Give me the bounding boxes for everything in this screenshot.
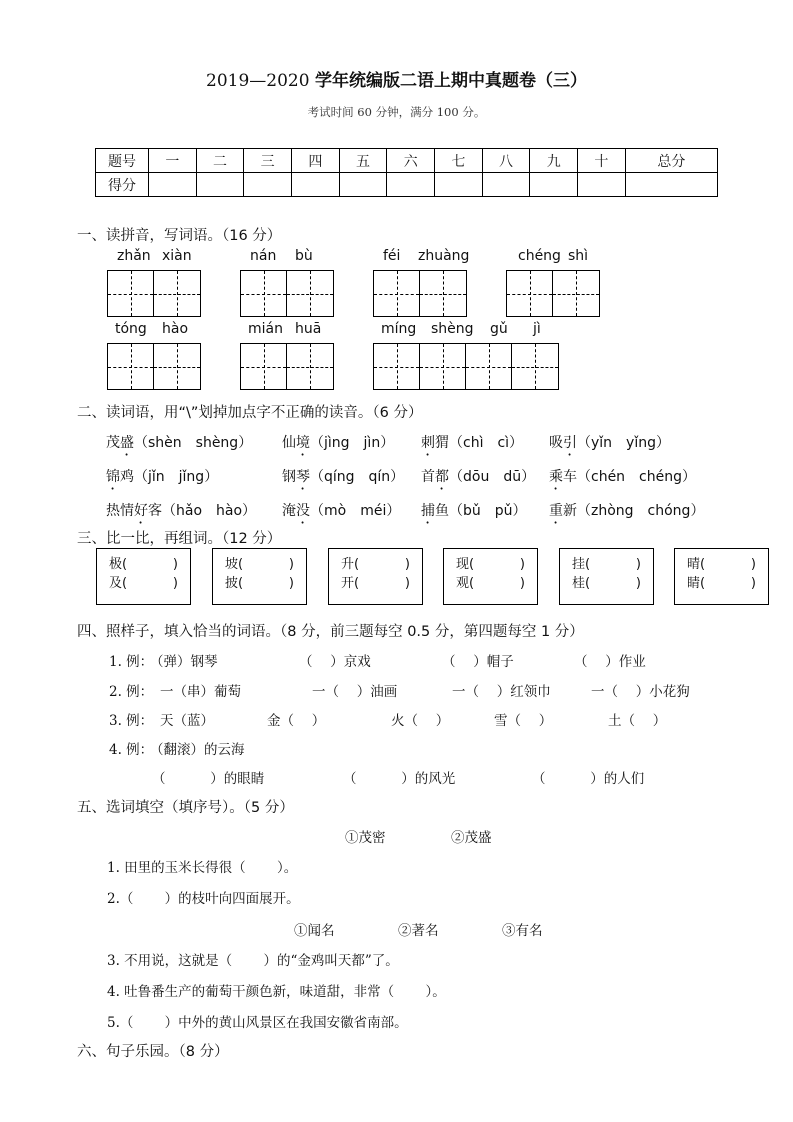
character: 披 bbox=[225, 576, 239, 591]
writing-cell[interactable] bbox=[420, 344, 466, 389]
paren-open: ( bbox=[700, 557, 706, 572]
paren-close[interactable]: ) bbox=[750, 576, 756, 591]
character: 开 bbox=[341, 576, 355, 591]
question: 3. 不用说，这就是（ ）的“金鸡叫天都”了。 bbox=[107, 953, 399, 969]
pinyin: zhuàng bbox=[418, 248, 470, 264]
character-grid bbox=[373, 343, 559, 390]
pinyin: zhǎn bbox=[117, 248, 151, 264]
score-header-cell: 三 bbox=[244, 149, 292, 173]
char-prompt bbox=[687, 555, 705, 574]
score-cell[interactable] bbox=[244, 173, 292, 197]
fill-blank[interactable]: 一（ ）油画 bbox=[312, 684, 398, 700]
pinyin-options[interactable]: （zhòng chóng） bbox=[577, 503, 705, 519]
writing-cell[interactable] bbox=[287, 271, 333, 316]
compare-box bbox=[96, 548, 191, 605]
char-prompt bbox=[341, 574, 359, 593]
word-text: 猬 bbox=[435, 435, 449, 451]
word-text: 车 bbox=[563, 469, 577, 485]
paren-open: ( bbox=[354, 557, 360, 572]
pinyin-options[interactable]: （chì cì） bbox=[449, 435, 524, 451]
exam-info: 考试时间 60 分钟，满分 100 分。 bbox=[307, 105, 486, 119]
score-header-cell: 十 bbox=[578, 149, 626, 173]
word-item bbox=[421, 432, 523, 459]
word-item bbox=[421, 500, 527, 527]
pinyin: nán bbox=[250, 248, 277, 264]
word-item bbox=[282, 500, 400, 527]
compare-row bbox=[225, 555, 306, 574]
section-3-heading: 三、比一比，再组词。（12 分） bbox=[77, 531, 282, 547]
score-cell[interactable] bbox=[578, 173, 626, 197]
character-grid bbox=[373, 270, 467, 317]
fill-blank: （弹）钢琴 bbox=[150, 654, 218, 670]
word-item bbox=[282, 432, 394, 459]
writing-cell[interactable] bbox=[241, 271, 287, 316]
paren-open: ( bbox=[585, 576, 591, 591]
paren-open: ( bbox=[700, 576, 706, 591]
character: 现 bbox=[456, 557, 470, 572]
paren-open: ( bbox=[469, 557, 475, 572]
section-6-heading: 六、句子乐园。（8 分） bbox=[77, 1044, 229, 1060]
compare-row bbox=[341, 555, 422, 574]
pinyin-options[interactable]: （shèn shèng） bbox=[134, 435, 253, 451]
fill-blank[interactable]: （ ）帽子 bbox=[442, 654, 514, 670]
writing-cell[interactable] bbox=[374, 271, 420, 316]
score-cell[interactable] bbox=[435, 173, 483, 197]
word-item bbox=[549, 466, 696, 493]
item-label: 4. 例： bbox=[109, 742, 154, 758]
word-text: 吸 bbox=[549, 435, 563, 451]
paren-close[interactable]: ) bbox=[404, 576, 410, 591]
word-text: 淹 bbox=[282, 503, 296, 519]
paren-open: ( bbox=[585, 557, 591, 572]
paren-close[interactable]: ) bbox=[635, 557, 641, 572]
fill-blank: 一（串）葡萄 bbox=[160, 684, 241, 700]
compare-row bbox=[456, 555, 537, 574]
fill-blank: （翻滚）的云海 bbox=[150, 742, 245, 758]
paren-open: ( bbox=[238, 557, 244, 572]
item-label: 1. 例： bbox=[109, 654, 154, 670]
writing-cell[interactable] bbox=[512, 344, 558, 389]
compare-row bbox=[456, 574, 537, 593]
writing-cell[interactable] bbox=[507, 271, 553, 316]
word-text: 钢 bbox=[282, 469, 296, 485]
paren-close[interactable]: ) bbox=[288, 557, 294, 572]
dotted-character: 乘 bbox=[549, 469, 563, 485]
paren-close[interactable]: ) bbox=[288, 576, 294, 591]
word-item bbox=[282, 466, 404, 493]
word-item bbox=[106, 466, 218, 493]
section-1-heading: 一、读拼音，写词语。（16 分） bbox=[77, 228, 282, 244]
pinyin-options[interactable]: （chén chéng） bbox=[577, 469, 696, 485]
paren-close[interactable]: ) bbox=[172, 576, 178, 591]
char-prompt bbox=[572, 555, 590, 574]
char-prompt bbox=[109, 574, 127, 593]
character: 坡 bbox=[225, 557, 239, 572]
dotted-character: 重 bbox=[549, 503, 563, 519]
compare-row bbox=[687, 574, 768, 593]
score-cell[interactable] bbox=[530, 173, 578, 197]
row-label: 得分 bbox=[96, 173, 149, 197]
page-title: 2019—2020 学年统编版二语上期中真题卷（三） bbox=[206, 71, 587, 91]
dotted-character: 琴 bbox=[296, 469, 310, 485]
option: ①闻名 bbox=[294, 923, 335, 939]
compare-row bbox=[572, 555, 653, 574]
char-prompt bbox=[225, 574, 243, 593]
pinyin: mián bbox=[248, 321, 283, 337]
pinyin: shèng bbox=[431, 321, 474, 337]
score-table bbox=[95, 148, 718, 197]
pinyin: hào bbox=[162, 321, 189, 337]
character-grid bbox=[240, 343, 334, 390]
word-text: 鱼 bbox=[435, 503, 449, 519]
row-label: 题号 bbox=[96, 149, 149, 173]
pinyin-options[interactable]: （dōu dū） bbox=[449, 469, 536, 485]
writing-cell[interactable] bbox=[154, 271, 200, 316]
fill-blank[interactable]: （ ）京戏 bbox=[299, 654, 371, 670]
paren-close[interactable]: ) bbox=[750, 557, 756, 572]
character: 睛 bbox=[687, 576, 701, 591]
question: 4. 吐鲁番生产的葡萄干颜色新，味道甜，非常（ ）。 bbox=[107, 984, 446, 1000]
compare-row bbox=[109, 555, 190, 574]
score-cell[interactable] bbox=[625, 173, 717, 197]
dotted-character: 盛 bbox=[120, 435, 134, 451]
word-text: 茂 bbox=[106, 435, 120, 451]
pinyin: jì bbox=[533, 321, 541, 337]
pinyin-options[interactable]: （qíng qín） bbox=[310, 469, 405, 485]
score-header-cell: 六 bbox=[387, 149, 435, 173]
word-text: 首 bbox=[421, 469, 435, 485]
pinyin: huā bbox=[295, 321, 322, 337]
word-text: 热情 bbox=[106, 503, 134, 519]
option: ②著名 bbox=[398, 923, 439, 939]
pinyin-options[interactable]: （bǔ pǔ） bbox=[449, 503, 527, 519]
pinyin: xiàn bbox=[162, 248, 192, 264]
compare-row bbox=[109, 574, 190, 593]
paren-open: ( bbox=[354, 576, 360, 591]
score-cell[interactable] bbox=[387, 173, 435, 197]
char-prompt bbox=[341, 555, 359, 574]
compare-box bbox=[212, 548, 307, 605]
option: ②茂盛 bbox=[451, 830, 492, 846]
word-text: 仙 bbox=[282, 435, 296, 451]
writing-cell[interactable] bbox=[287, 344, 333, 389]
score-header-cell: 五 bbox=[339, 149, 387, 173]
pinyin: shì bbox=[568, 248, 589, 264]
score-cell[interactable] bbox=[196, 173, 244, 197]
char-prompt bbox=[109, 555, 127, 574]
paren-close[interactable]: ) bbox=[519, 557, 525, 572]
word-item bbox=[421, 466, 535, 493]
score-header-cell: 七 bbox=[435, 149, 483, 173]
score-header-cell: 总分 bbox=[625, 149, 717, 173]
fill-blank[interactable]: 火（ ） bbox=[391, 713, 450, 729]
word-text: 客 bbox=[148, 503, 162, 519]
compare-box bbox=[328, 548, 423, 605]
question: 5.（ ）中外的黄山风景区在我国安徽省南部。 bbox=[107, 1015, 408, 1031]
character: 极 bbox=[109, 557, 123, 572]
word-item bbox=[106, 500, 256, 527]
paren-close[interactable]: ) bbox=[172, 557, 178, 572]
fill-blank[interactable]: （ ）作业 bbox=[574, 654, 646, 670]
pinyin: chéng bbox=[518, 248, 561, 264]
compare-box bbox=[559, 548, 654, 605]
question: 2.（ ）的枝叶向四面展开。 bbox=[107, 891, 300, 907]
dotted-character: 好 bbox=[134, 503, 148, 519]
char-prompt bbox=[225, 555, 243, 574]
writing-cell[interactable] bbox=[553, 271, 599, 316]
character: 升 bbox=[341, 557, 355, 572]
compare-row bbox=[687, 555, 768, 574]
score-header-cell: 四 bbox=[292, 149, 340, 173]
word-item bbox=[106, 432, 252, 459]
section-5-heading: 五、选词填空（填序号）。（5 分） bbox=[77, 800, 294, 816]
paren-open: ( bbox=[122, 557, 128, 572]
writing-cell[interactable] bbox=[374, 344, 420, 389]
score-cell[interactable] bbox=[149, 173, 197, 197]
pinyin-options[interactable]: （hǎo hào） bbox=[162, 503, 257, 519]
score-cell[interactable] bbox=[482, 173, 530, 197]
paren-open: ( bbox=[122, 576, 128, 591]
character-grid bbox=[107, 343, 201, 390]
writing-cell[interactable] bbox=[466, 344, 512, 389]
compare-box bbox=[443, 548, 538, 605]
score-cell[interactable] bbox=[292, 173, 340, 197]
section-4-heading: 四、照样子，填入恰当的词语。（8 分，前三题每空 0.5 分，第四题每空 1 分） bbox=[77, 624, 584, 640]
dotted-character: 没 bbox=[296, 503, 310, 519]
compare-row bbox=[572, 574, 653, 593]
fill-blank[interactable]: 金（ ） bbox=[267, 713, 326, 729]
character-grid bbox=[240, 270, 334, 317]
pinyin: tóng bbox=[115, 321, 147, 337]
writing-cell[interactable] bbox=[241, 344, 287, 389]
fill-blank[interactable]: （ ）的人们 bbox=[532, 771, 645, 787]
dotted-character: 境 bbox=[296, 435, 310, 451]
score-header-cell: 一 bbox=[149, 149, 197, 173]
item-label: 2. 例： bbox=[109, 684, 154, 700]
character-grid bbox=[506, 270, 600, 317]
compare-row bbox=[341, 574, 422, 593]
pinyin-options[interactable]: （jìng jìn） bbox=[310, 435, 395, 451]
word-text: 鸡 bbox=[120, 469, 134, 485]
fill-blank[interactable]: 一（ ）小花狗 bbox=[591, 684, 690, 700]
score-cell[interactable] bbox=[339, 173, 387, 197]
character-grid bbox=[107, 270, 201, 317]
character: 晴 bbox=[687, 557, 701, 572]
pinyin-options[interactable]: （yǐn yǐng） bbox=[577, 435, 670, 451]
dotted-character: 刺 bbox=[421, 435, 435, 451]
paren-close[interactable]: ) bbox=[404, 557, 410, 572]
fill-blank[interactable]: （ ）的眼睛 bbox=[152, 771, 265, 787]
fill-blank[interactable]: 雪（ ） bbox=[494, 713, 553, 729]
question: 1. 田里的玉米长得很（ ）。 bbox=[107, 860, 298, 876]
paren-close[interactable]: ) bbox=[635, 576, 641, 591]
section-2-heading: 二、读词语，用“\”划掉加点字不正确的读音。（6 分） bbox=[77, 405, 423, 421]
char-prompt bbox=[456, 555, 474, 574]
word-text: 新 bbox=[563, 503, 577, 519]
character: 及 bbox=[109, 576, 123, 591]
score-header-cell: 二 bbox=[196, 149, 244, 173]
compare-row bbox=[225, 574, 306, 593]
paren-open: ( bbox=[238, 576, 244, 591]
score-header-cell: 八 bbox=[482, 149, 530, 173]
dotted-character: 锦 bbox=[106, 469, 120, 485]
char-prompt bbox=[687, 574, 705, 593]
pinyin: bù bbox=[295, 248, 313, 264]
score-header-cell: 九 bbox=[530, 149, 578, 173]
pinyin-options[interactable]: （mò méi） bbox=[310, 503, 401, 519]
dotted-character: 都 bbox=[435, 469, 449, 485]
fill-blank[interactable]: 土（ ） bbox=[608, 713, 667, 729]
word-item bbox=[549, 500, 704, 527]
character: 桂 bbox=[572, 576, 586, 591]
fill-blank: 天（蓝） bbox=[160, 713, 214, 729]
fill-blank[interactable]: （ ）的风光 bbox=[343, 771, 456, 787]
paren-close[interactable]: ) bbox=[519, 576, 525, 591]
pinyin-options[interactable]: （jǐn jǐng） bbox=[134, 469, 219, 485]
dotted-character: 捕 bbox=[421, 503, 435, 519]
option: ①茂密 bbox=[345, 830, 386, 846]
writing-cell[interactable] bbox=[154, 344, 200, 389]
char-prompt bbox=[456, 574, 474, 593]
compare-box bbox=[674, 548, 769, 605]
item-label: 3. 例： bbox=[109, 713, 154, 729]
char-prompt bbox=[572, 574, 590, 593]
writing-cell[interactable] bbox=[420, 271, 466, 316]
character: 挂 bbox=[572, 557, 586, 572]
character: 观 bbox=[456, 576, 470, 591]
pinyin: gǔ bbox=[490, 321, 508, 337]
pinyin: féi bbox=[383, 248, 401, 264]
fill-blank[interactable]: 一（ ）红领巾 bbox=[452, 684, 551, 700]
writing-cell[interactable] bbox=[108, 271, 154, 316]
pinyin: míng bbox=[381, 321, 417, 337]
writing-cell[interactable] bbox=[108, 344, 154, 389]
paren-open: ( bbox=[469, 576, 475, 591]
option: ③有名 bbox=[502, 923, 543, 939]
word-item bbox=[549, 432, 670, 459]
dotted-character: 引 bbox=[563, 435, 577, 451]
